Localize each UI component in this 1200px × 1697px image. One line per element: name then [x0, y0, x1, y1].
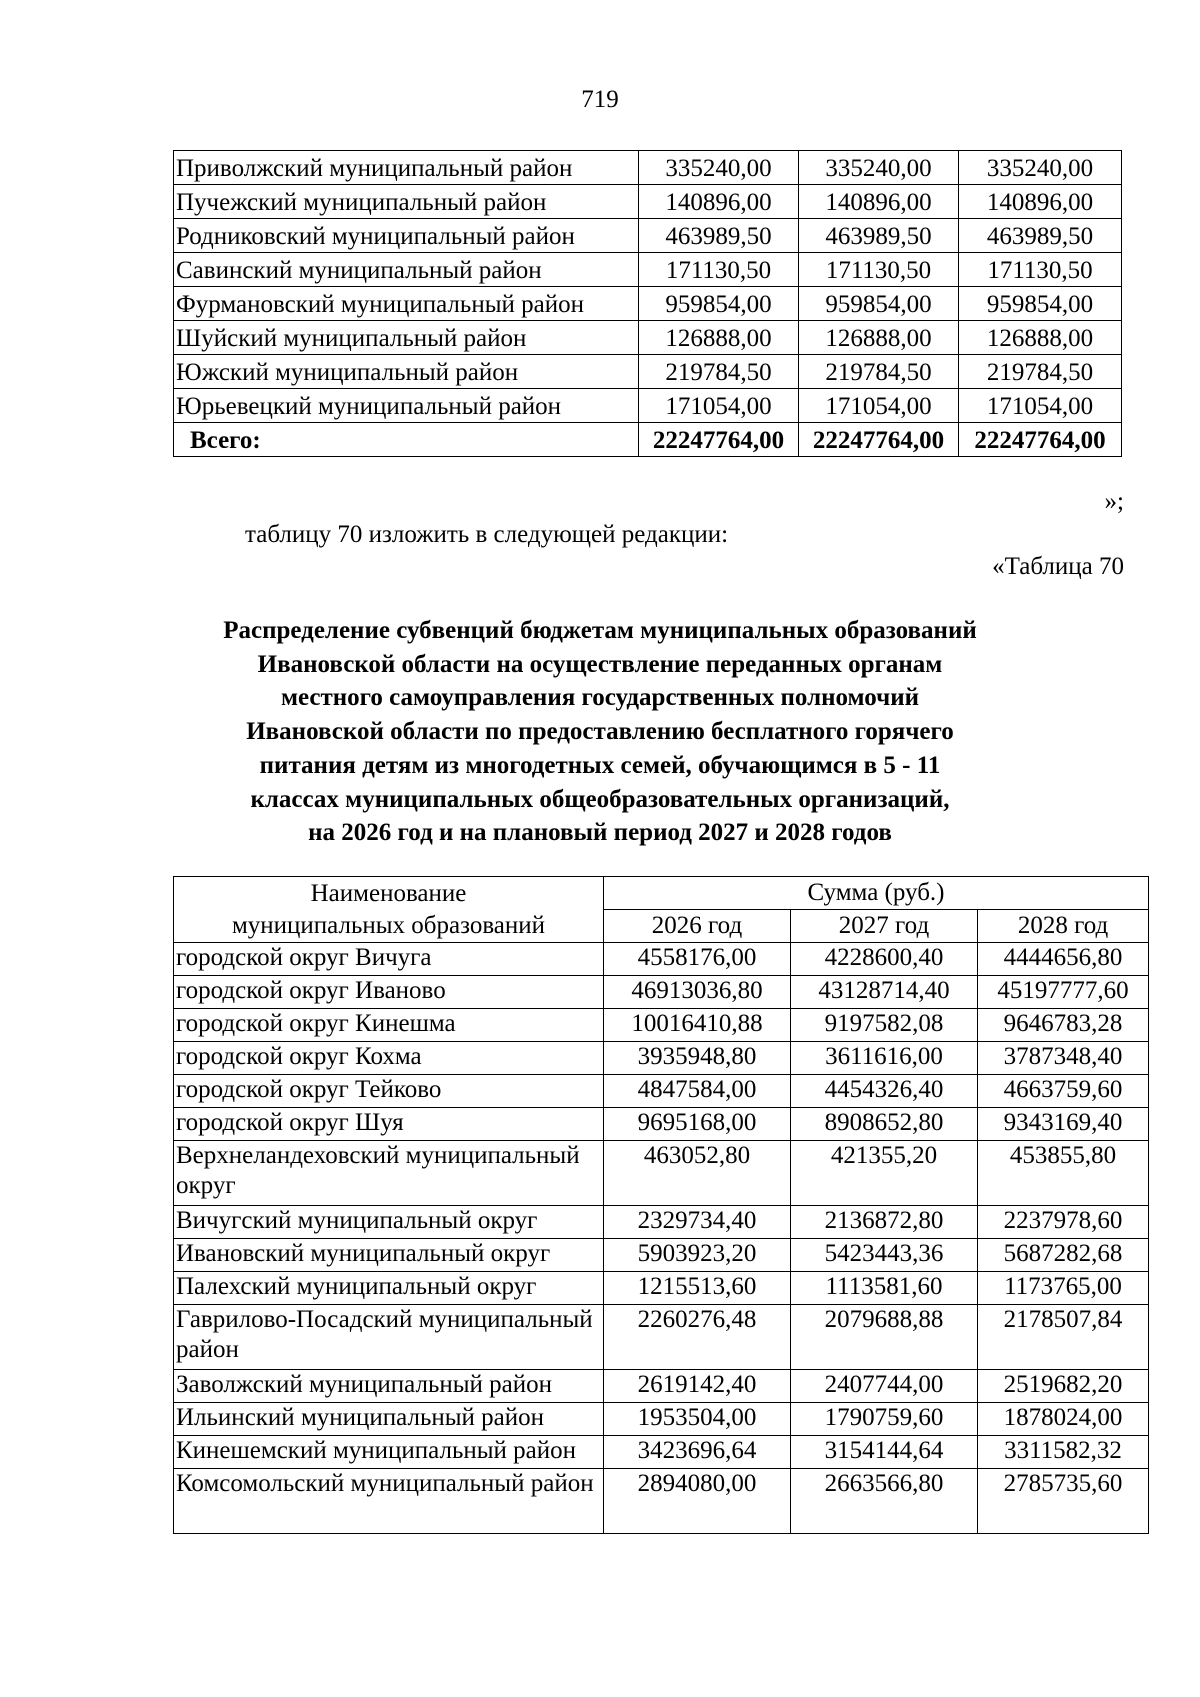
row-value-2026: 1953504,00: [604, 1403, 791, 1436]
row-value-2028: 335240,00: [959, 151, 1122, 185]
row-name: Родниковский муниципальный район: [174, 219, 639, 253]
row-value-2027: 140896,00: [799, 185, 959, 219]
row-name: городской округ Иваново: [174, 976, 604, 1009]
row-value-2027: 2136872,80: [791, 1206, 978, 1239]
table-row: [174, 253, 1122, 287]
header-name-line2: муниципальных образований: [231, 912, 546, 939]
row-value-2027: 126888,00: [799, 321, 959, 355]
row-value-2028: 463989,50: [959, 219, 1122, 253]
row-name: Гаврилово-Посадский муниципальный район: [174, 1305, 604, 1370]
total-value-2027: 22247764,00: [799, 423, 959, 457]
table-row: [174, 1469, 1149, 1534]
row-name: Приволжский муниципальный район: [174, 151, 639, 185]
row-value-2027: 3611616,00: [791, 1042, 978, 1075]
row-name: Южский муниципальный район: [174, 355, 639, 389]
row-value-2026: 959854,00: [639, 287, 799, 321]
row-value-2026: 171130,50: [639, 253, 799, 287]
row-value-2026: 2619142,40: [604, 1370, 791, 1403]
row-value-2028: 171130,50: [959, 253, 1122, 287]
table-row: [174, 976, 1149, 1009]
table-row: [174, 185, 1122, 219]
table-label: «Таблица 70: [992, 553, 1124, 580]
title-line: на 2026 год и на плановый период 2027 и 2028 годов: [308, 819, 892, 847]
row-value-2027: 2079688,88: [791, 1305, 978, 1370]
title-line: Ивановской области на осуществление переданных органам: [257, 650, 943, 678]
table-row: [174, 355, 1122, 389]
row-value-2028: 171054,00: [959, 389, 1122, 423]
row-value-2028: 140896,00: [959, 185, 1122, 219]
row-value-2028: 959854,00: [959, 287, 1122, 321]
row-value-2026: 4558176,00: [604, 943, 791, 976]
instruction-text: таблицу 70 изложить в следующей редакции:: [245, 521, 729, 548]
table-row: [174, 1075, 1149, 1108]
row-name: Ивановский муниципальный округ: [174, 1239, 604, 1272]
row-value-2026: 10016410,88: [604, 1009, 791, 1042]
row-value-2028: 9343169,40: [978, 1108, 1149, 1141]
row-value-2027: 1113581,60: [791, 1272, 978, 1305]
table-row: [174, 1009, 1149, 1042]
row-value-2028: 453855,80: [978, 1141, 1149, 1206]
row-value-2026: 2894080,00: [604, 1469, 791, 1534]
table-row: [174, 321, 1122, 355]
row-value-2028: 3787348,40: [978, 1042, 1149, 1075]
row-value-2027: 171130,50: [799, 253, 959, 287]
row-name: Пучежский муниципальный район: [174, 185, 639, 219]
title-line: классах муниципальных общеобразовательных организаций,: [250, 785, 950, 813]
table-row: [174, 151, 1122, 185]
table-row: [174, 943, 1149, 976]
table-title: [150, 614, 1050, 850]
row-value-2028: 1173765,00: [978, 1272, 1149, 1305]
row-value-2026: 171054,00: [639, 389, 799, 423]
row-value-2028: 2237978,60: [978, 1206, 1149, 1239]
row-name: Кинешемский муниципальный район: [174, 1436, 604, 1469]
row-value-2027: 335240,00: [799, 151, 959, 185]
row-value-2027: 171054,00: [799, 389, 959, 423]
table-row: [174, 287, 1122, 321]
table-70: [173, 876, 1149, 1534]
row-name: городской округ Шуя: [174, 1108, 604, 1141]
total-value-2026: 22247764,00: [639, 423, 799, 457]
total-label: Всего:: [174, 423, 639, 457]
row-name: Савинский муниципальный район: [174, 253, 639, 287]
row-value-2026: 3935948,80: [604, 1042, 791, 1075]
page-number: 719: [581, 86, 619, 113]
table-row: [174, 1370, 1149, 1403]
row-name: Шуйский муниципальный район: [174, 321, 639, 355]
row-name: городской округ Вичуга: [174, 943, 604, 976]
title-line: Распределение субвенций бюджетам муниципальных образований: [223, 617, 977, 644]
row-value-2028: 126888,00: [959, 321, 1122, 355]
row-name: городской округ Кохма: [174, 1042, 604, 1075]
row-value-2026: 219784,50: [639, 355, 799, 389]
row-value-2028: 2785735,60: [978, 1469, 1149, 1534]
row-value-2028: 2178507,84: [978, 1305, 1149, 1370]
row-name: Комсомольский муниципальный район: [174, 1469, 604, 1534]
table-row: [174, 219, 1122, 253]
row-name: городской округ Кинешма: [174, 1009, 604, 1042]
row-value-2027: 4454326,40: [791, 1075, 978, 1108]
header-sum-cell: Сумма (руб.): [604, 877, 1149, 910]
table-row: [174, 1141, 1149, 1206]
row-value-2026: 46913036,80: [604, 976, 791, 1009]
row-value-2028: 4444656,80: [978, 943, 1149, 976]
title-line: Ивановской области по предоставлению бесплатного горячего: [246, 718, 954, 746]
row-value-2026: 140896,00: [639, 185, 799, 219]
title-line: местного самоуправления государственных полномочий: [280, 684, 920, 712]
row-value-2027: 959854,00: [799, 287, 959, 321]
row-value-2026: 4847584,00: [604, 1075, 791, 1108]
row-value-2026: 126888,00: [639, 321, 799, 355]
total-value-2028: 22247764,00: [959, 423, 1122, 457]
row-value-2027: 219784,50: [799, 355, 959, 389]
row-value-2026: 3423696,64: [604, 1436, 791, 1469]
header-year-2028: 2028 год: [978, 910, 1149, 943]
row-name: Заволжский муниципальный район: [174, 1370, 604, 1403]
row-value-2027: 8908652,80: [791, 1108, 978, 1141]
row-value-2027: 421355,20: [791, 1141, 978, 1206]
row-value-2027: 463989,50: [799, 219, 959, 253]
previous-table: [173, 150, 1122, 457]
row-value-2028: 219784,50: [959, 355, 1122, 389]
table-row: [174, 1272, 1149, 1305]
header-year-2027: 2027 год: [791, 910, 978, 943]
closing-quote: »;: [1104, 488, 1124, 515]
row-value-2028: 45197777,60: [978, 976, 1149, 1009]
row-value-2026: 2329734,40: [604, 1206, 791, 1239]
row-value-2028: 4663759,60: [978, 1075, 1149, 1108]
row-name: Фурмановский муниципальный район: [174, 287, 639, 321]
table-row: [174, 1042, 1149, 1075]
row-value-2027: 1790759,60: [791, 1403, 978, 1436]
row-value-2026: 463989,50: [639, 219, 799, 253]
header-year-2026: 2026 год: [604, 910, 791, 943]
row-value-2028: 9646783,28: [978, 1009, 1149, 1042]
row-value-2026: 2260276,48: [604, 1305, 791, 1370]
row-value-2027: 43128714,40: [791, 976, 978, 1009]
row-value-2028: 2519682,20: [978, 1370, 1149, 1403]
row-value-2026: 463052,80: [604, 1141, 791, 1206]
row-value-2028: 5687282,68: [978, 1239, 1149, 1272]
row-value-2027: 2663566,80: [791, 1469, 978, 1534]
row-value-2027: 5423443,36: [791, 1239, 978, 1272]
table-row: [174, 389, 1122, 423]
table-row: [174, 1108, 1149, 1141]
row-name: городской округ Тейково: [174, 1075, 604, 1108]
row-name: Верхнеландеховский муниципальный округ: [174, 1141, 604, 1206]
row-value-2028: 1878024,00: [978, 1403, 1149, 1436]
table-row: [174, 1305, 1149, 1370]
row-value-2027: 2407744,00: [791, 1370, 978, 1403]
total-row: [174, 423, 1122, 457]
table-row: [174, 1239, 1149, 1272]
row-value-2026: 5903923,20: [604, 1239, 791, 1272]
row-value-2026: 1215513,60: [604, 1272, 791, 1305]
row-value-2026: 335240,00: [639, 151, 799, 185]
row-value-2027: 3154144,64: [791, 1436, 978, 1469]
row-value-2027: 4228600,40: [791, 943, 978, 976]
header-name-cell: [174, 877, 604, 943]
row-name: Ильинский муниципальный район: [174, 1403, 604, 1436]
header-name-line1: Наименование: [310, 880, 467, 907]
row-name: Вичугский муниципальный округ: [174, 1206, 604, 1239]
row-value-2026: 9695168,00: [604, 1108, 791, 1141]
table-row: [174, 1206, 1149, 1239]
row-name: Юрьевецкий муниципальный район: [174, 389, 639, 423]
table-row: [174, 1403, 1149, 1436]
row-value-2027: 9197582,08: [791, 1009, 978, 1042]
row-name: Палехский муниципальный округ: [174, 1272, 604, 1305]
row-value-2028: 3311582,32: [978, 1436, 1149, 1469]
table-row: [174, 1436, 1149, 1469]
title-line: питания детям из многодетных семей, обучающимся в 5 - 11: [259, 751, 941, 779]
